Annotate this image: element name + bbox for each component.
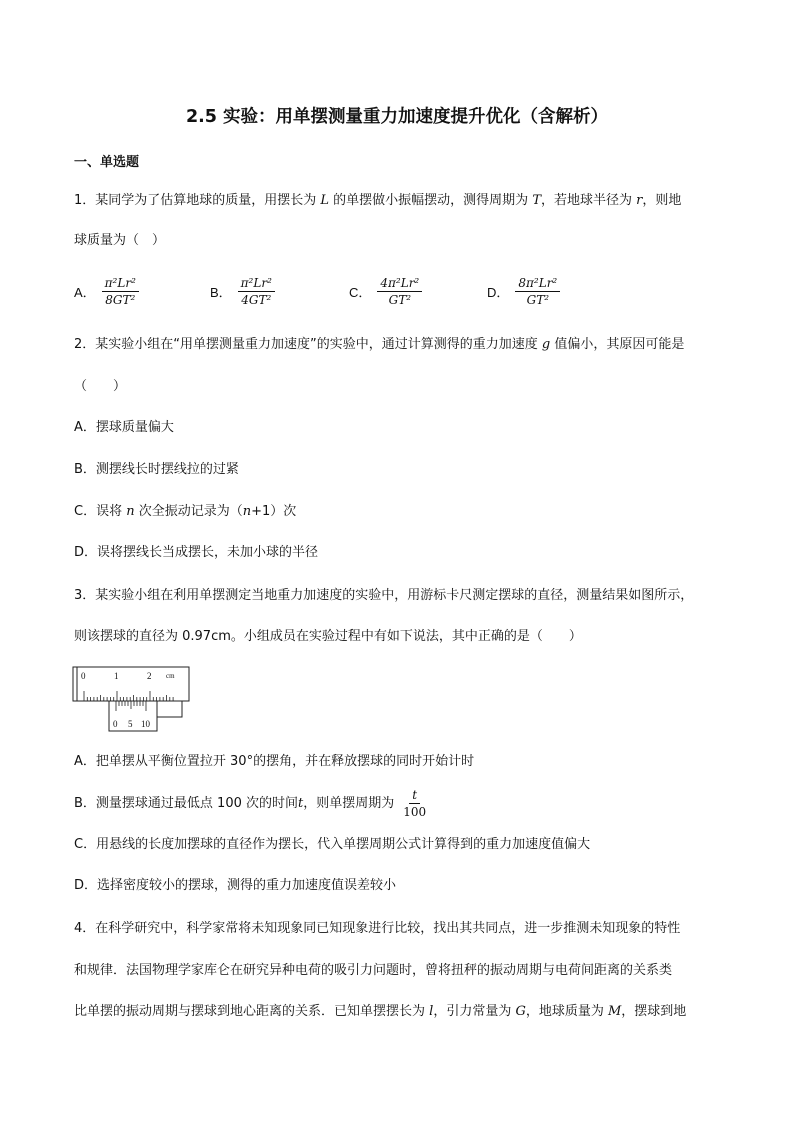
q3-stem-line1: 3．某实验小组在利用单摆测定当地重力加速度的实验中，用游标卡尺测定摆球的直径，测量结果如图所示， xyxy=(74,588,694,603)
q3-optb-var-t: t xyxy=(298,795,304,811)
q1-stem-line2: 球质量为（ ） xyxy=(74,233,166,248)
q4-var-G: G xyxy=(515,1004,526,1019)
q2-option-a[interactable]: A．摆球质量偏大 xyxy=(74,420,174,435)
q2-option-b[interactable]: B．测摆线长时摆线拉的过紧 xyxy=(74,462,239,477)
q2-optc-var-n2: n xyxy=(242,504,252,519)
q1-stem-line1 xyxy=(74,192,681,210)
q2-optc-text-b: 次全振动记录为（ xyxy=(134,504,243,519)
q2-option-c[interactable] xyxy=(74,503,296,521)
vernier-label-10: 10 xyxy=(141,719,150,729)
q1-text-b: 的单摆做小振幅摆动，测得周期为 xyxy=(329,193,533,208)
fraction-denominator: 100 xyxy=(403,805,427,819)
page-title: 2.5 实验：用单摆测量重力加速度提升优化（含解析） xyxy=(185,107,609,127)
q4-text-d: ，摆球到地 xyxy=(621,1004,687,1019)
fraction-denominator: 8GT² xyxy=(105,293,136,307)
q1-option-d[interactable] xyxy=(487,276,560,307)
caliper-label-0: 0 xyxy=(81,671,86,681)
q4-var-M: M xyxy=(607,1004,622,1019)
option-label: D． xyxy=(487,285,510,300)
caliper-vernier-ticks xyxy=(116,701,146,711)
caliper-main-ticks xyxy=(84,691,173,701)
q3-option-c[interactable]: C．用悬线的长度加摆球的直径作为摆长，代入单摆周期公式计算得到的重力加速度值偏大 xyxy=(74,837,591,852)
q2-text-b: 值偏小，其原因可能是 xyxy=(550,337,685,352)
caliper-slider-extension xyxy=(157,701,182,717)
q4-stem-line3 xyxy=(74,1003,686,1021)
q2-optc-text-c: +1）次 xyxy=(251,504,297,519)
q1-var-r: r xyxy=(636,193,643,208)
q3-stem-line2: 则该摆球的直径为 0.97cm。小组成员在实验过程中有如下说法，其中正确的是（ ） xyxy=(74,629,582,644)
option-label: B． xyxy=(210,285,232,300)
caliper-label-unit: cm xyxy=(166,672,175,680)
section-heading: 一、单选题 xyxy=(74,155,140,170)
option-label: A． xyxy=(74,285,96,300)
q1-var-T: T xyxy=(532,193,541,208)
q2-stem-line1 xyxy=(74,336,684,354)
vernier-caliper-figure xyxy=(72,665,192,733)
fraction-numerator: 8π²Lr² xyxy=(515,276,560,292)
caliper-left-jaw xyxy=(73,667,77,701)
q3-optb-text-a: B．测量摆球通过最低点 100 次的时间 xyxy=(74,795,298,811)
q1-text-a: 1．某同学为了估算地球的质量，用摆长为 xyxy=(74,193,321,208)
q1-text-d: ，则地 xyxy=(642,193,682,208)
q3-option-b[interactable] xyxy=(74,788,429,819)
fraction-numerator: 4π²Lr² xyxy=(377,276,422,292)
q1-option-b[interactable] xyxy=(210,276,275,307)
fraction-denominator: 4GT² xyxy=(241,293,272,307)
q4-text-a: 比单摆的振动周期与摆球到地心距离的关系．已知单摆摆长为 xyxy=(74,1004,430,1019)
q4-stem-line1: 4．在科学研究中，科学家常将未知现象同已知现象进行比较，找出其共同点，进一步推测未知现象的特性 xyxy=(74,921,681,936)
q1-text-c: ，若地球半径为 xyxy=(540,193,637,208)
q2-stem-line2: （ ） xyxy=(74,379,127,394)
option-label: C． xyxy=(349,285,372,300)
q4-var-l: l xyxy=(429,1004,434,1019)
caliper-label-2: 2 xyxy=(147,671,152,681)
q1-var-L: L xyxy=(320,193,330,208)
fraction-numerator: t xyxy=(409,788,420,804)
vernier-label-5: 5 xyxy=(128,719,133,729)
fraction-numerator: π²Lr² xyxy=(238,276,275,292)
q3-optb-text-b: ，则单摆周期为 xyxy=(303,795,395,811)
fraction-numerator: π²Lr² xyxy=(102,276,139,292)
q3-option-a[interactable]: A．把单摆从平衡位置拉开 30°的摆角，并在释放摆球的同时开始计时 xyxy=(74,754,475,769)
caliper-label-1: 1 xyxy=(114,671,119,681)
q4-text-c: ，地球质量为 xyxy=(525,1004,608,1019)
q4-stem-line2: 和规律．法国物理学家库仑在研究异种电荷的吸引力问题时，曾将扭秤的振动周期与电荷间距离的关系类 xyxy=(74,963,673,978)
q2-optc-text-a: C．误将 xyxy=(74,504,127,519)
fraction-denominator: GT² xyxy=(388,293,412,307)
vernier-label-0: 0 xyxy=(113,719,118,729)
q2-var-g: g xyxy=(541,337,551,352)
q1-option-a[interactable] xyxy=(74,276,139,307)
q2-optc-var-n: n xyxy=(126,504,135,519)
q2-option-d[interactable]: D．误将摆线长当成摆长，未加小球的半径 xyxy=(74,545,319,560)
fraction-denominator: GT² xyxy=(526,293,550,307)
q4-text-b: ，引力常量为 xyxy=(433,1004,516,1019)
q2-text-a: 2．某实验小组在“用单摆测量重力加速度”的实验中，通过计算测得的重力加速度 xyxy=(74,337,542,352)
q3-option-d[interactable]: D．选择密度较小的摆球，测得的重力加速度值误差较小 xyxy=(74,878,397,893)
q1-option-c[interactable] xyxy=(349,276,422,307)
